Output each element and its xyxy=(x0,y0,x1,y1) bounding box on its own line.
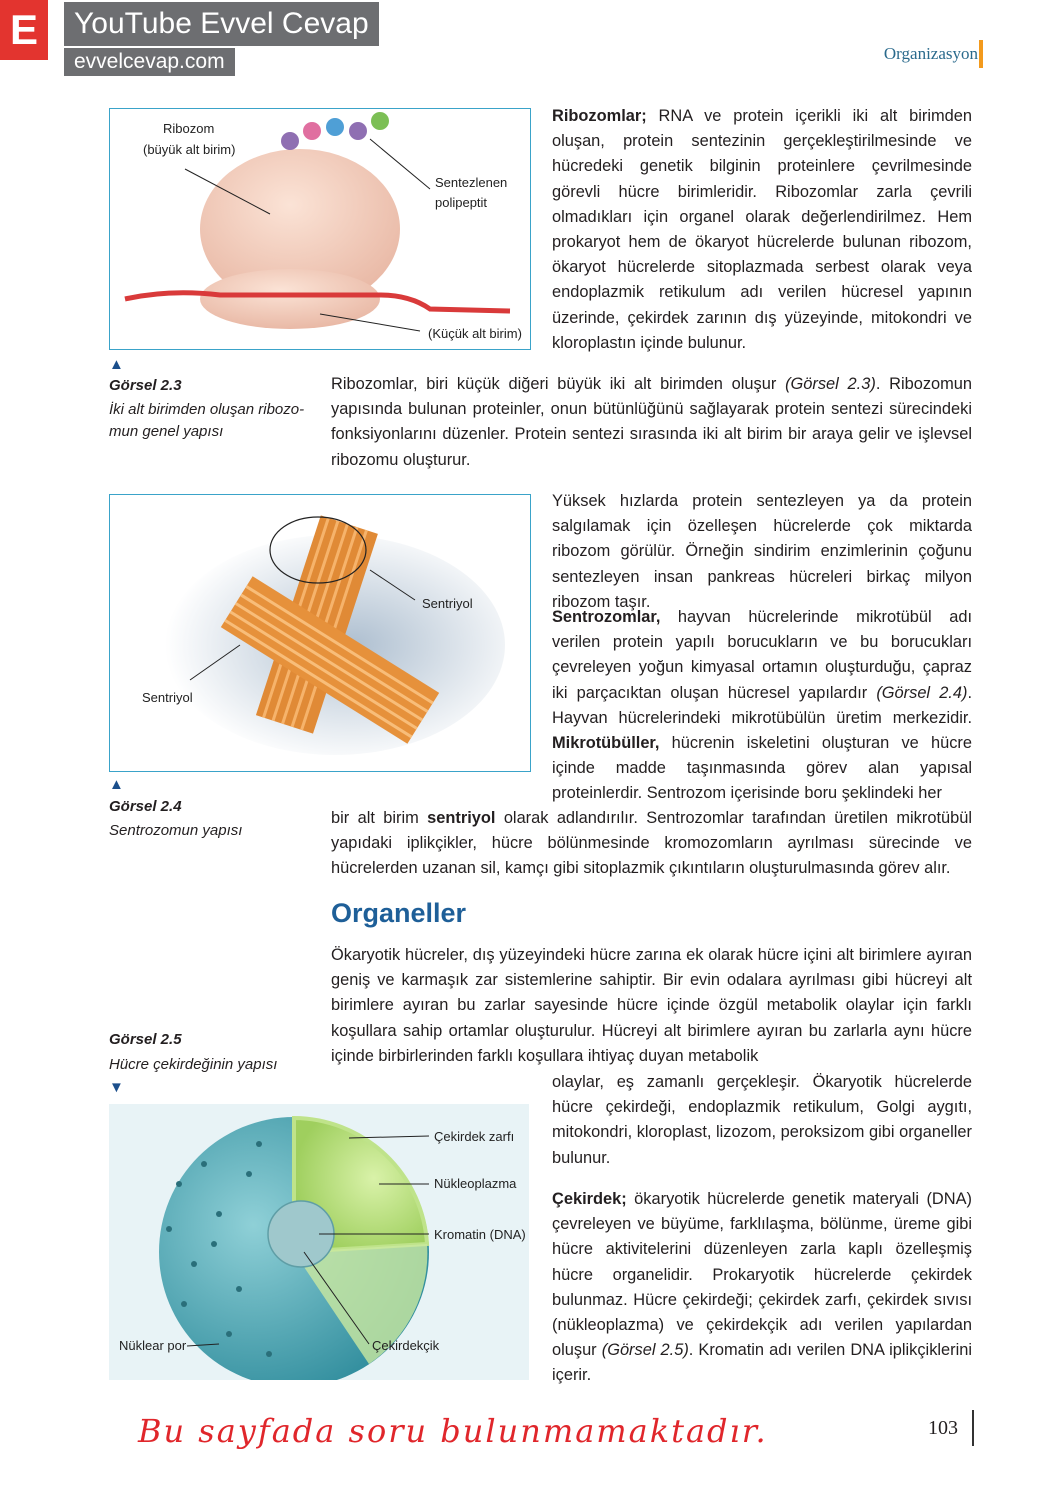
text-ribozom-2b: . Ribozomun yapısında bulunan proteinler, onun bütünlüğünü sağlayarak protein sentezi sürecindeki fonksiyonlarını düzenler. Protein sentezi sırasında iki alt birim bir araya gelir ve işlevsel ribozomu oluşturur. xyxy=(331,375,973,469)
text-sentriyol-b: olarak adlandırılır. Sentrozomlar tarafından üretilen mikrotübül yapıdaki iplikçikler, hücre bölünmesinde kromozomların ayrılması sürecinde ve hücrelerden uzanan sil, kamçı gibi sitoplazmik çıkıntıların oluşturulmasında görev alır. xyxy=(331,809,972,878)
caption-text-2-5: Hücre çekirdeğinin yapısı xyxy=(109,1056,278,1073)
nucleus-illustration xyxy=(109,1104,529,1380)
term-mikrotubuller: Mikrotübüller, xyxy=(552,734,660,753)
paragraph-ribozomlar xyxy=(552,104,972,356)
text-sentrozom-a: hayvan hücrelerinde mikrotübül adı verilen protein yapılı borucukların ve bu borucukları çevreleyen yoğun kimyasal ortamın oluşturduğu, çapraz iki parçacıktan oluşan hücresel yapılardır xyxy=(552,608,972,702)
text-organeller-a: Ökaryotik hücreler, dış yüzeyindeki hücre zarına ek olarak hücre içini alt birimlere ayıran geniş ve karmaşık zar sistemlerine sahiptir. Bir evin odalara ayrılması gibi hücreyi alt birimlere ayıran bu zarlar sayesinde hücre içinde özgül metabolik olaylar için farklı koşullara sahip ortamlar oluşturulur. Hücreyi alt birimlere ayıran bu zarlarla aynı hücre içinde birbirlerinden farklı koşullara ihtiyaç duyan metabolik xyxy=(331,946,972,1065)
centrosome-illustration xyxy=(110,495,530,771)
paragraph-sentrozomlar xyxy=(552,605,972,807)
text-ribozom-3: Yüksek hızlarda protein sentezleyen ya da protein salgılamak için özelleşen hücrelerde çok miktarda ribozom görülür. Örneğin sindirim enzimlerinin çoğunu sentezleyen insan pankreas hücreleri birkaç milyon ribozom taşır. xyxy=(552,492,972,611)
figure-centrosome xyxy=(109,494,531,772)
caption-arrow-up-icon: ▲ xyxy=(109,776,124,793)
term-sentrozomlar: Sentrozomlar, xyxy=(552,608,661,626)
label-buyuk-alt-birim: (büyük alt birim) xyxy=(143,142,236,157)
caption-text-2-3a: İki alt birimden oluşan ribozo- xyxy=(109,401,305,418)
label-kucuk-alt-birim: (Küçük alt birim) xyxy=(428,326,522,341)
paragraph-sentriyol xyxy=(331,806,972,882)
brand-url[interactable]: evvelcevap.com xyxy=(64,48,235,76)
term-sentriyol: sentriyol xyxy=(427,809,496,827)
label-ribozom: Ribozom xyxy=(163,121,215,136)
section-bar xyxy=(979,40,983,68)
heading-organeller: Organeller xyxy=(331,898,467,928)
text-ribozom-2a: Ribozomlar, biri küçük diğeri büyük iki alt birimden oluşur xyxy=(331,375,786,393)
text-cekirdek-a: ökaryotik hücrelerde genetik materyali (DNA) çevreleyen ve büyüme, farklılaşma, bölünme, üreme gibi hücre aktivitelerini düzenleyen zarla kaplı özelleşmiş hücre organelidir. Prokaryotik hücrelerde çekirdek bulunmaz. Hücre çekirdeği; çekirdek zarfı, çekirdek sıvısı (nükleoplazma) ve çekirdekçik adı verilen yapılardan oluşur xyxy=(552,1190,972,1360)
label-cekirdek-zarfi: Çekirdek zarfı xyxy=(434,1129,515,1144)
label-nuklear-por: Nüklear por xyxy=(119,1338,187,1353)
section-tag: Organizasyon xyxy=(883,44,978,63)
paragraph-ribozom-pankreas xyxy=(552,489,972,615)
ref-gorsel-2-5: (Görsel 2.5) xyxy=(601,1341,689,1360)
figure-ribosome xyxy=(109,108,531,350)
label-kromatin: Kromatin (DNA) xyxy=(434,1227,526,1242)
label-sentriyol-left: Sentriyol xyxy=(142,690,193,705)
brand-logo-e: E xyxy=(0,0,48,60)
caption-text-2-4: Sentrozomun yapısı xyxy=(109,822,243,839)
brand-title: YouTube Evvel Cevap xyxy=(64,2,379,46)
text-cekirdek-b: . Kromatin adı verilen DNA iplikçiklerini içerir. xyxy=(552,1341,973,1385)
label-sentezlenen: Sentezlenen xyxy=(435,175,508,190)
text-organeller-b: olaylar, eş zamanlı gerçekleşir. Ökaryotik hücrelerde hücre çekirdeği, endoplazmik retikulum, Golgi aygıtı, mitokondri, kloroplast, lizozom, peroksizom gibi organeller bulunur. xyxy=(552,1073,972,1167)
paragraph-organeller-a xyxy=(331,943,972,1069)
caption-arrow-up-icon: ▲ xyxy=(109,356,124,373)
caption-text-2-3b: mun genel yapısı xyxy=(109,423,224,440)
figure-nucleus xyxy=(109,1104,529,1380)
text-sentrozom-c: hücrenin iskeletini oluşturan ve hücre içinde madde taşınmasında görev alan yapısal proteinlerdir. Sentrozom içerisinde boru şeklindeki her xyxy=(552,734,972,803)
text-sentrozom-b: . Hayvan hücrelerindeki mikrotübülün üretim merkezidir. xyxy=(552,683,972,727)
page-number-bar xyxy=(972,1410,974,1446)
text-ribozomlar: RNA ve protein içerikli iki alt birimden oluşan, protein sentezinin gerçekleştirilmesinde ve hücredeki genetik bilginin proteinlere çevrilmesinde görevli hücre birimleridir. Ribozomlar zarla çevrili olmadıkları için organel olarak değerlendirilmez. Hem prokaryot hem de ökaryot hücrelerde bulunan ribozom, ökaryot hücrelerde sitoplazmada serbest olarak veya endoplazmik retikulum adı verilen hücresel yapının üzerinde, çekirdek zarının dış yüzeyinde, mitokondri ve kloroplastın içinde bulunur. xyxy=(552,107,972,352)
page-number: 103 xyxy=(928,1417,958,1439)
label-nukleoplazma: Nükleoplazma xyxy=(434,1176,517,1191)
caption-title-2-3: Görsel 2.3 xyxy=(109,377,182,394)
paragraph-cekirdek xyxy=(552,1187,972,1389)
caption-title-2-5: Görsel 2.5 xyxy=(109,1031,182,1048)
caption-arrow-down-icon: ▼ xyxy=(109,1079,124,1096)
footer-note: Bu sayfada soru bulunmamaktadır. xyxy=(138,1412,768,1450)
ref-gorsel-2-3: (Görsel 2.3) xyxy=(785,375,876,393)
caption-title-2-4: Görsel 2.4 xyxy=(109,798,182,815)
ribosome-illustration xyxy=(110,109,530,349)
label-cekirdekcik: Çekirdekçik xyxy=(372,1338,440,1353)
label-sentriyol-right: Sentriyol xyxy=(422,596,473,611)
paragraph-ribozom-alt-birim xyxy=(331,372,972,473)
label-polipeptit: polipeptit xyxy=(435,195,488,210)
term-cekirdek: Çekirdek; xyxy=(552,1190,627,1208)
paragraph-organeller-b xyxy=(552,1070,972,1171)
ref-gorsel-2-4: (Görsel 2.4) xyxy=(876,683,968,702)
text-sentriyol-a: bir alt birim xyxy=(331,809,428,827)
term-ribozomlar: Ribozomlar; xyxy=(552,107,647,125)
